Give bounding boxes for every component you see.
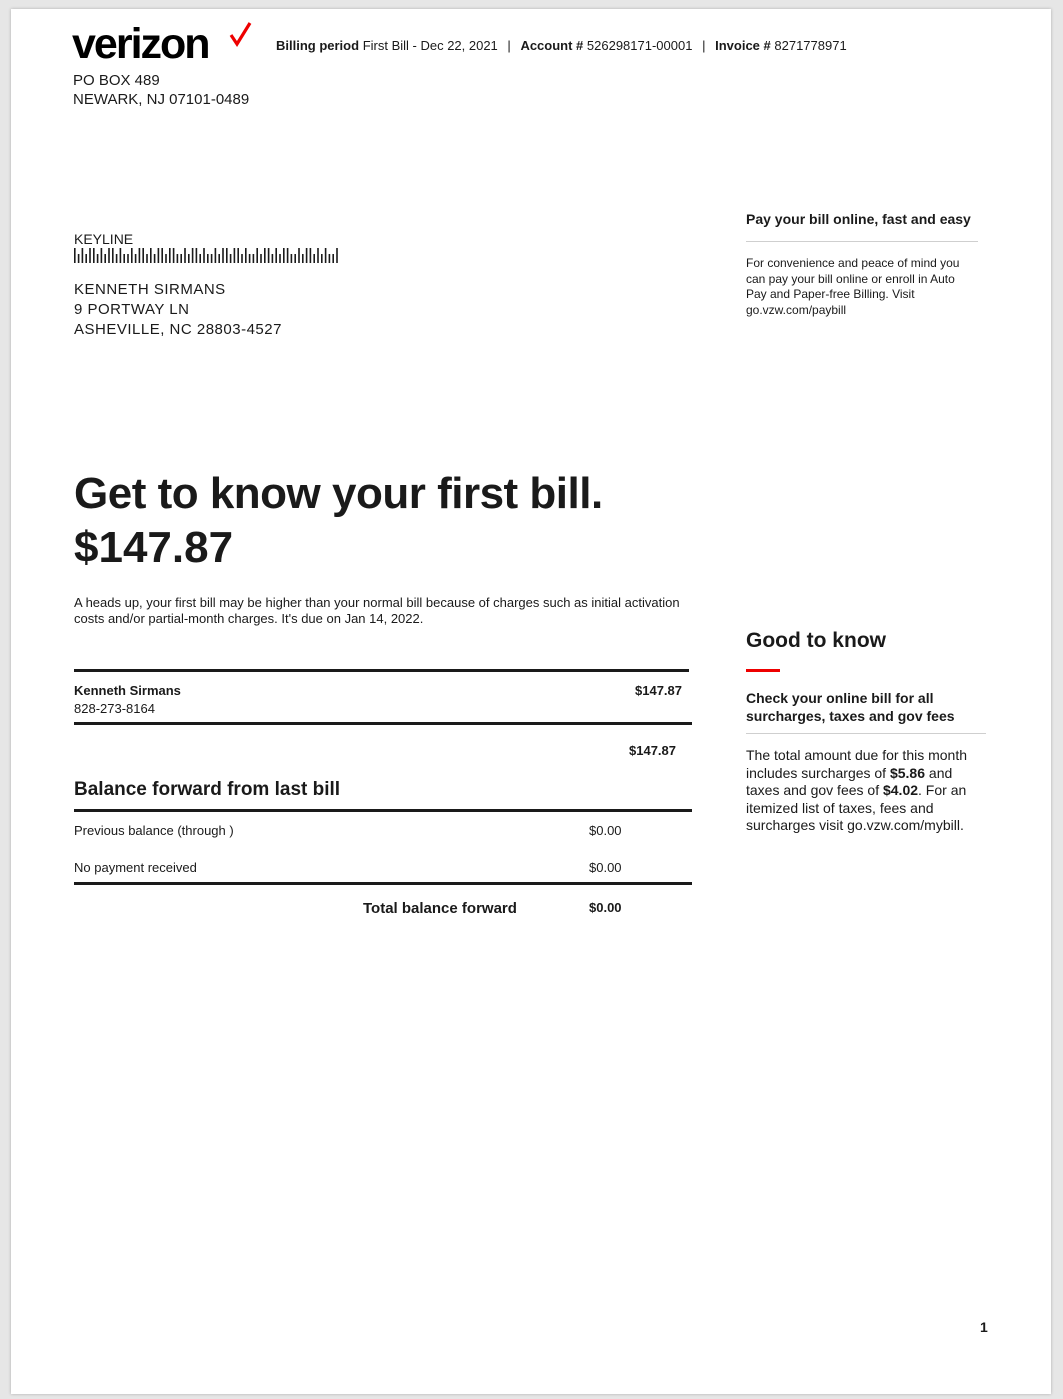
text-fragment: . For an itemized list of taxes, fees and surcharges visit go.vzw.com/mybill. <box>746 782 967 833</box>
text-fragment: The total amount due for this month includes surcharges of <box>746 747 968 781</box>
previous-balance-amount: $0.00 <box>589 823 622 838</box>
account-number: 526298171-00001 <box>586 38 693 53</box>
taxes-amount: $4.02 <box>882 782 919 798</box>
account-label: Account # <box>520 38 584 53</box>
street-address: 9 PORTWAY LN <box>74 301 190 318</box>
billing-period-label: Billing period <box>276 38 360 53</box>
return-address-line: PO BOX 489 <box>73 72 160 89</box>
line-item-row <box>74 671 689 721</box>
bill-header-info <box>276 38 847 53</box>
page-title: Get to know your first bill. <box>74 469 603 518</box>
keyline-label: KEYLINE <box>74 231 134 247</box>
header-separator: | <box>702 38 706 53</box>
line-amount: $147.87 <box>635 683 682 698</box>
invoice-number: 8271778971 <box>774 38 847 53</box>
divider <box>74 882 692 885</box>
line-owner-name: Kenneth Sirmans <box>74 683 181 698</box>
good-to-know-card <box>746 629 986 835</box>
total-amount-due: $147.87 <box>74 523 234 572</box>
invoice-label: Invoice # <box>715 38 771 53</box>
total-balance-forward-label: Total balance forward <box>363 900 517 917</box>
page-number: 1 <box>980 1319 988 1335</box>
divider <box>74 722 692 725</box>
accent-bar <box>746 669 780 672</box>
payment-received-amount: $0.00 <box>589 860 622 875</box>
good-to-know-title: Good to know <box>746 629 886 652</box>
pay-online-title: Pay your bill online, fast and easy <box>746 211 978 242</box>
surcharges-amount: $5.86 <box>889 764 926 781</box>
good-to-know-subtitle: Check your online bill for all surcharges, taxes and gov fees <box>746 689 986 734</box>
pay-online-text: For convenience and peace of mind you can pay your bill online or enroll in Auto Pay and Paper-free Billing. Visit go.vzw.com/paybill <box>746 256 960 317</box>
text-fragment: and taxes and gov fees of <box>746 764 953 798</box>
balance-forward-title: Balance forward from last bill <box>74 779 341 800</box>
city-state-zip: ASHEVILLE, NC 28803-4527 <box>74 321 282 338</box>
header-separator: | <box>507 38 511 53</box>
customer-name: KENNETH SIRMANS <box>74 281 226 298</box>
payment-received-label: No payment received <box>74 860 197 875</box>
previous-balance-label: Previous balance (through ) <box>74 823 234 838</box>
return-address <box>73 71 249 109</box>
return-address-line: NEWARK, NJ 07101-0489 <box>73 91 250 108</box>
verizon-logo: verizon <box>72 20 209 68</box>
bill-page <box>11 9 1051 1394</box>
postal-barcode-icon <box>74 248 340 263</box>
subtotal-amount: $147.87 <box>629 743 676 758</box>
total-balance-forward-amount: $0.00 <box>589 900 622 915</box>
billing-period-value: First Bill - Dec 22, 2021 <box>362 38 498 53</box>
intro-text: A heads up, your first bill may be higher than your normal bill because of charges such as initial activation costs and/or partial-month charges. It's due on Jan 14, 2022. <box>74 595 680 626</box>
line-phone-number: 828-273-8164 <box>74 701 155 716</box>
pay-online-card <box>746 211 978 318</box>
good-to-know-text <box>746 747 986 835</box>
mailing-address <box>74 280 282 340</box>
divider <box>74 809 692 812</box>
verizon-checkmark-icon <box>229 21 253 47</box>
